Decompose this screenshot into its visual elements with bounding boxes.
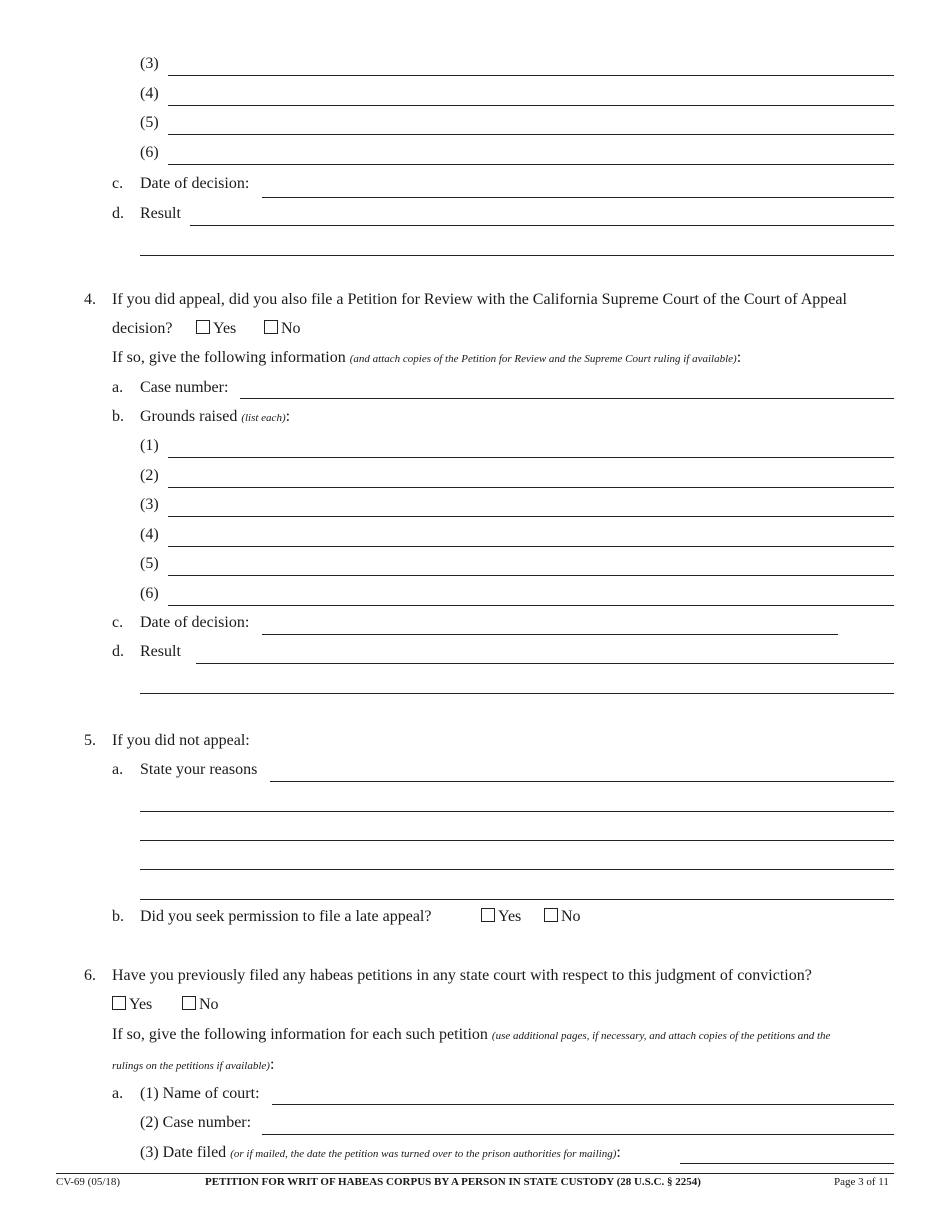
case-number-label: Case number: — [140, 379, 229, 396]
section5-label: If you did not appeal: — [112, 732, 250, 749]
colon: : — [269, 1056, 275, 1073]
ground-1-label: (1) — [140, 437, 159, 454]
item-letter: c. — [112, 614, 124, 631]
item-letter: b. — [112, 408, 124, 425]
ground-5-line[interactable] — [168, 575, 894, 576]
date-of-decision-label: Date of decision: — [140, 175, 250, 192]
checkbox-icon — [264, 320, 278, 334]
court-name-label: (1) Name of court: — [140, 1085, 260, 1102]
item-letter: d. — [112, 643, 124, 660]
ground-3-label: (3) — [140, 496, 159, 513]
ground-6-line[interactable] — [168, 605, 894, 606]
yes-checkbox[interactable] — [481, 908, 521, 926]
colon: : — [285, 408, 291, 425]
section6-question: Have you previously filed any habeas petitions in any state court with respect to this judgment of conviction? — [112, 967, 812, 984]
date-filed-line[interactable] — [680, 1163, 894, 1164]
result-line[interactable] — [190, 225, 894, 226]
ground-5-line[interactable] — [168, 134, 894, 135]
section4-question: If you did appeal, did you also file a Petition for Review with the California Supreme Court of the Court of Appeal — [112, 291, 847, 308]
case-number-label: (2) Case number: — [140, 1114, 252, 1131]
item-letter: d. — [112, 205, 124, 222]
reasons-line-1[interactable] — [270, 781, 894, 782]
date-filed-note: (or if mailed, the date the petition was turned over to the prison authorities for mailing) — [230, 1148, 617, 1160]
checkbox-icon — [196, 320, 210, 334]
ground-5-label: (5) — [140, 555, 159, 572]
reasons-line-2[interactable] — [140, 811, 894, 812]
date-of-decision-line[interactable] — [262, 197, 894, 198]
footer-divider — [56, 1173, 894, 1174]
ground-3-label: (3) — [140, 55, 159, 72]
form-id: CV-69 (05/18) — [56, 1176, 121, 1188]
info-note: (use additional pages, if necessary, and attach copies of the petitions and the — [491, 1030, 831, 1042]
ground-6-label: (6) — [140, 144, 159, 161]
no-checkbox[interactable] — [182, 996, 219, 1014]
state-reasons-label: State your reasons — [140, 761, 258, 778]
result-line-2[interactable] — [140, 255, 894, 256]
item-letter: c. — [112, 175, 124, 192]
reasons-line-4[interactable] — [140, 869, 894, 870]
info-note-cont: rulings on the petitions if available) — [112, 1060, 270, 1072]
reasons-line-5[interactable] — [140, 899, 894, 900]
yes-label: Yes — [129, 996, 153, 1013]
yes-checkbox[interactable] — [112, 996, 152, 1014]
checkbox-icon — [481, 908, 495, 922]
section-number: 4. — [84, 291, 96, 308]
ground-4-line[interactable] — [168, 546, 894, 547]
ground-5-label: (5) — [140, 114, 159, 131]
ground-3-line[interactable] — [168, 516, 894, 517]
item-letter: b. — [112, 908, 124, 925]
page-number: Page 3 of 11 — [834, 1176, 889, 1188]
section6-info — [112, 1026, 830, 1045]
ground-1-line[interactable] — [168, 457, 894, 458]
yes-label: Yes — [498, 908, 522, 925]
date-filed-text: (3) Date filed — [140, 1144, 227, 1161]
colon: : — [736, 349, 742, 366]
date-filed-label — [140, 1144, 621, 1163]
checkbox-icon — [112, 996, 126, 1010]
no-checkbox[interactable] — [544, 908, 581, 926]
date-of-decision-label: Date of decision: — [140, 614, 250, 631]
case-number-line[interactable] — [240, 398, 894, 399]
info-label: If so, give the following information for each such petition — [112, 1026, 488, 1043]
ground-3-line[interactable] — [168, 75, 894, 76]
section4-question-cont: decision? — [112, 320, 173, 337]
colon: : — [616, 1144, 621, 1161]
case-number-line[interactable] — [262, 1134, 894, 1135]
late-appeal-question: Did you seek permission to file a late appeal? — [140, 908, 432, 925]
info-label: If so, give the following information — [112, 349, 346, 366]
result-line-2[interactable] — [140, 693, 894, 694]
ground-6-line[interactable] — [168, 164, 894, 165]
item-letter: a. — [112, 379, 124, 396]
ground-2-line[interactable] — [168, 487, 894, 488]
section-number: 5. — [84, 732, 96, 749]
yes-label: Yes — [213, 320, 237, 337]
result-label: Result — [140, 205, 181, 222]
section4-info — [112, 349, 741, 368]
no-label: No — [561, 908, 581, 925]
grounds-label-text: Grounds raised — [140, 408, 238, 425]
no-checkbox[interactable] — [264, 320, 301, 338]
section6-info-cont — [112, 1056, 274, 1075]
ground-4-line[interactable] — [168, 105, 894, 106]
item-letter: a. — [112, 1085, 124, 1102]
grounds-raised-label — [140, 408, 290, 427]
form-title: PETITION FOR WRIT OF HABEAS CORPUS BY A PERSON IN STATE CUSTODY (28 U.S.C. § 2254) — [205, 1176, 701, 1188]
court-name-line[interactable] — [272, 1104, 894, 1105]
grounds-note: (list each) — [241, 412, 286, 424]
no-label: No — [281, 320, 301, 337]
checkbox-icon — [544, 908, 558, 922]
ground-2-label: (2) — [140, 467, 159, 484]
reasons-line-3[interactable] — [140, 840, 894, 841]
yes-checkbox[interactable] — [196, 320, 236, 338]
date-of-decision-line[interactable] — [262, 634, 838, 635]
result-line[interactable] — [196, 663, 894, 664]
ground-4-label: (4) — [140, 526, 159, 543]
no-label: No — [199, 996, 219, 1013]
ground-4-label: (4) — [140, 85, 159, 102]
checkbox-icon — [182, 996, 196, 1010]
section-number: 6. — [84, 967, 96, 984]
result-label: Result — [140, 643, 181, 660]
ground-6-label: (6) — [140, 585, 159, 602]
item-letter: a. — [112, 761, 124, 778]
info-note: (and attach copies of the Petition for Review and the Supreme Court ruling if available) — [349, 353, 737, 365]
